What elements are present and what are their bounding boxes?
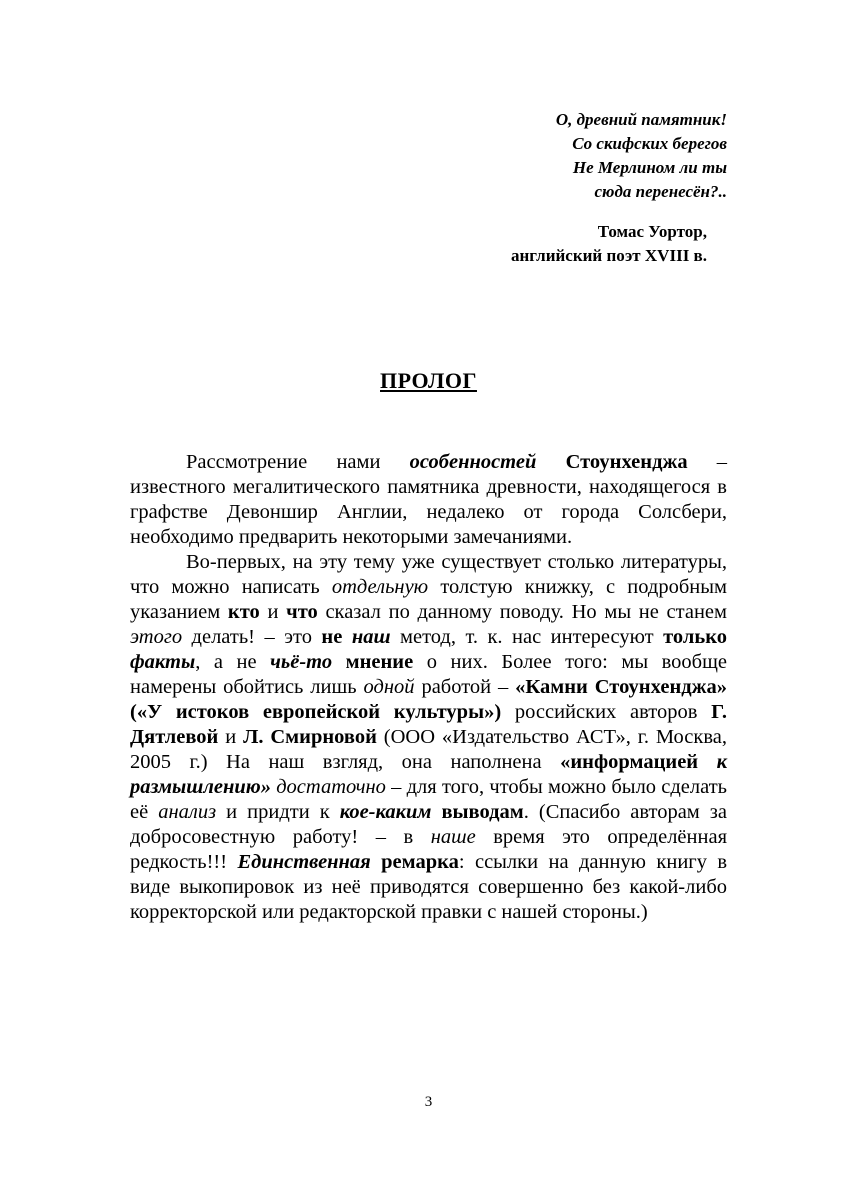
text-segment: Стоунхенджа (565, 451, 688, 473)
text-segment: (ООО «Издательство АСТ», г. Москва, 2005 г.) На наш взгляд, она наполнена (130, 726, 727, 773)
text-segment: отдельную (331, 576, 429, 598)
text-segment: кое-каким (339, 801, 432, 823)
text-segment: мнение (345, 651, 414, 673)
epigraph-line: Не Мерлином ли ты (572, 158, 727, 177)
epigraph-line: Со скифских берегов (572, 134, 727, 153)
text-segment: , а не (195, 651, 271, 673)
text-segment: . (Спасибо авторам за добросовестную работу! – в (130, 801, 728, 848)
text-segment: метод, т. к. нас интересуют (390, 626, 664, 648)
text-segment: Рассмотрение нами (186, 451, 410, 473)
text-segment: толстую книжку, с подробным указанием (130, 576, 727, 623)
text-segment: и (218, 726, 244, 748)
text-segment: Во-первых, на эту тему уже существует столько литературы, что можно написать (130, 551, 727, 598)
text-segment: чьё-то (270, 651, 333, 673)
text-segment: к размышлению» (130, 751, 727, 798)
epigraph-line: О, древний памятник! (555, 110, 727, 129)
body-text (130, 450, 727, 925)
text-segment: время это определённая редкость!!! (130, 826, 728, 873)
text-segment: одной (363, 676, 415, 698)
text-segment (332, 651, 346, 673)
chapter-heading: ПРОЛОГ (380, 368, 477, 393)
text-segment: работой – (414, 676, 516, 698)
paragraph (130, 550, 727, 925)
text-segment: анализ (158, 801, 217, 823)
text-segment: ремарка (381, 851, 459, 873)
epigraph-author: Томас Уортор, (597, 222, 707, 241)
text-segment: только (663, 626, 727, 648)
paragraph (130, 450, 727, 550)
text-segment: : ссылки на данную книгу в виде выкопировок из неё приводятся совершенно без какой-либо корректорской или редакторской правки с нашей стороны.) (130, 851, 728, 923)
epigraph (380, 108, 727, 204)
text-segment: Л. Смирновой (243, 726, 377, 748)
text-segment: Г. Дятлевой (130, 701, 727, 748)
text-segment: делать! – это (182, 626, 322, 648)
text-segment: не (321, 626, 352, 648)
text-segment: и (259, 601, 287, 623)
text-segment: что (286, 601, 318, 623)
text-segment: и придти к (216, 801, 340, 823)
epigraph-author-description: английский поэт XVIII в. (511, 246, 707, 265)
text-segment: Единственная (237, 851, 371, 873)
text-segment: «информацией (560, 751, 717, 773)
page-number: 3 (424, 1094, 433, 1110)
text-segment (536, 451, 565, 473)
text-segment: особенностей (409, 451, 537, 473)
text-segment: – для того, чтобы можно было сделать её (130, 776, 727, 823)
text-segment (431, 801, 441, 823)
epigraph-line: сюда перенесён?.. (594, 182, 727, 201)
text-segment: о них. Более того: мы вообще намерены обойтись лишь (130, 651, 727, 698)
text-segment: выводам (441, 801, 524, 823)
text-segment: кто (227, 601, 260, 623)
text-segment: сказал по данному поводу. Но мы не станем (317, 601, 727, 623)
text-segment: российских авторов (501, 701, 712, 723)
epigraph-attribution (380, 220, 707, 268)
text-segment: «Камни Стоунхенджа» («У истоков европейской культуры») (130, 676, 727, 723)
text-segment: факты (130, 651, 196, 673)
text-segment: – известного мегалитического памятника древности, находящегося в графстве Девоншир Англии, недалеко от города Солсбери, необходимо предварить некоторыми замечаниями. (130, 451, 728, 548)
text-segment: достаточно (276, 776, 386, 798)
text-segment: наш (351, 626, 391, 648)
text-segment: наше (430, 826, 476, 848)
text-segment: этого (130, 626, 183, 648)
text-segment (371, 851, 381, 873)
